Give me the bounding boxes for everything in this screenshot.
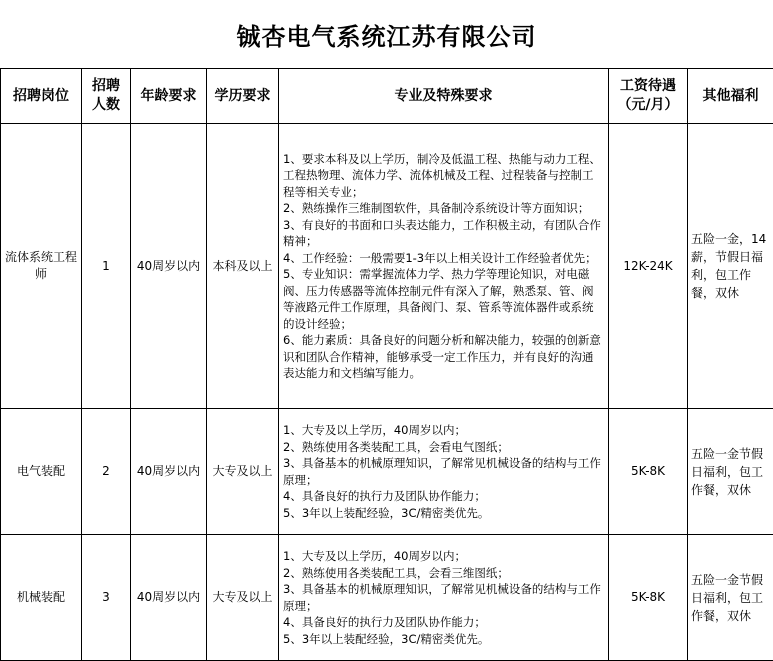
header-salary xyxy=(609,69,688,124)
table-row xyxy=(1,124,773,409)
cell-count: 1 xyxy=(82,124,131,409)
requirement-line: 2、熟练使用各类装配工具，会看三维图纸； xyxy=(283,565,602,582)
header-age: 年龄要求 xyxy=(131,69,207,124)
requirement-line: 3、有良好的书面和口头表达能力，工作积极主动，有团队合作精神； xyxy=(283,217,602,250)
requirement-line: 5、专业知识：需掌握流体力学、热力学等理论知识，对电磁阀、压力传感器等流体控制元件有深入了解，熟悉泵、管、阀等液路元件工作原理，具备阀门、泵、管系等流体器件或系统的设计经验； xyxy=(283,266,602,332)
table-header-row xyxy=(1,69,773,124)
requirement-line: 4、具备良好的执行力及团队协作能力； xyxy=(283,488,602,505)
table-row xyxy=(1,535,773,661)
cell-position: 电气装配 xyxy=(1,409,82,535)
cell-position: 流体系统工程师 xyxy=(1,124,82,409)
requirement-line: 1、大专及以上学历，40周岁以内； xyxy=(283,548,602,565)
header-education: 学历要求 xyxy=(207,69,279,124)
cell-benefits: 五险一金节假日福利，包工作餐，双休 xyxy=(688,409,773,535)
cell-requirements xyxy=(279,409,609,535)
header-salary-text: 工资待遇（元/月） xyxy=(613,77,683,115)
cell-requirements xyxy=(279,124,609,409)
cell-benefits: 五险一金，14薪，节假日福利，包工作餐，双休 xyxy=(688,124,773,409)
requirement-line: 4、工作经验：一般需要1-3年以上相关设计工作经验者优先； xyxy=(283,250,602,267)
header-requirements: 专业及特殊要求 xyxy=(279,69,609,124)
cell-age: 40周岁以内 xyxy=(131,124,207,409)
page-title: 铖杏电气系统江苏有限公司 xyxy=(0,0,773,68)
requirement-line: 1、大专及以上学历，40周岁以内； xyxy=(283,422,602,439)
cell-age: 40周岁以内 xyxy=(131,535,207,661)
table-row xyxy=(1,409,773,535)
requirement-line: 1、要求本科及以上学历，制冷及低温工程、热能与动力工程、工程热物理、流体力学、流体机械及工程、过程装备与控制工程等相关专业； xyxy=(283,151,602,201)
requirement-line: 5、3年以上装配经验，3C/精密类优先。 xyxy=(283,505,602,522)
requirement-line: 2、熟练使用各类装配工具，会看电气图纸； xyxy=(283,439,602,456)
header-count-text: 招聘人数 xyxy=(91,77,122,115)
cell-benefits: 五险一金节假日福利，包工作餐，双休 xyxy=(688,535,773,661)
cell-position: 机械装配 xyxy=(1,535,82,661)
requirement-line: 6、能力素质：具备良好的问题分析和解决能力，较强的创新意识和团队合作精神，能够承受一定工作压力，并有良好的沟通表达能力和文档编写能力。 xyxy=(283,332,602,382)
header-count xyxy=(82,69,131,124)
cell-education: 大专及以上 xyxy=(207,535,279,661)
cell-education: 本科及以上 xyxy=(207,124,279,409)
recruitment-table xyxy=(0,68,773,661)
cell-count: 3 xyxy=(82,535,131,661)
cell-education: 大专及以上 xyxy=(207,409,279,535)
cell-requirements xyxy=(279,535,609,661)
requirement-line: 5、3年以上装配经验，3C/精密类优先。 xyxy=(283,631,602,648)
requirement-line: 3、具备基本的机械原理知识，了解常见机械设备的结构与工作原理； xyxy=(283,455,602,488)
requirement-line: 4、具备良好的执行力及团队协作能力； xyxy=(283,614,602,631)
header-position: 招聘岗位 xyxy=(1,69,82,124)
cell-age: 40周岁以内 xyxy=(131,409,207,535)
cell-salary: 5K-8K xyxy=(609,535,688,661)
cell-salary: 12K-24K xyxy=(609,124,688,409)
cell-count: 2 xyxy=(82,409,131,535)
requirement-line: 3、具备基本的机械原理知识，了解常见机械设备的结构与工作原理； xyxy=(283,581,602,614)
header-benefits: 其他福利 xyxy=(688,69,773,124)
cell-salary: 5K-8K xyxy=(609,409,688,535)
requirement-line: 2、熟练操作三维制图软件，具备制冷系统设计等方面知识； xyxy=(283,200,602,217)
